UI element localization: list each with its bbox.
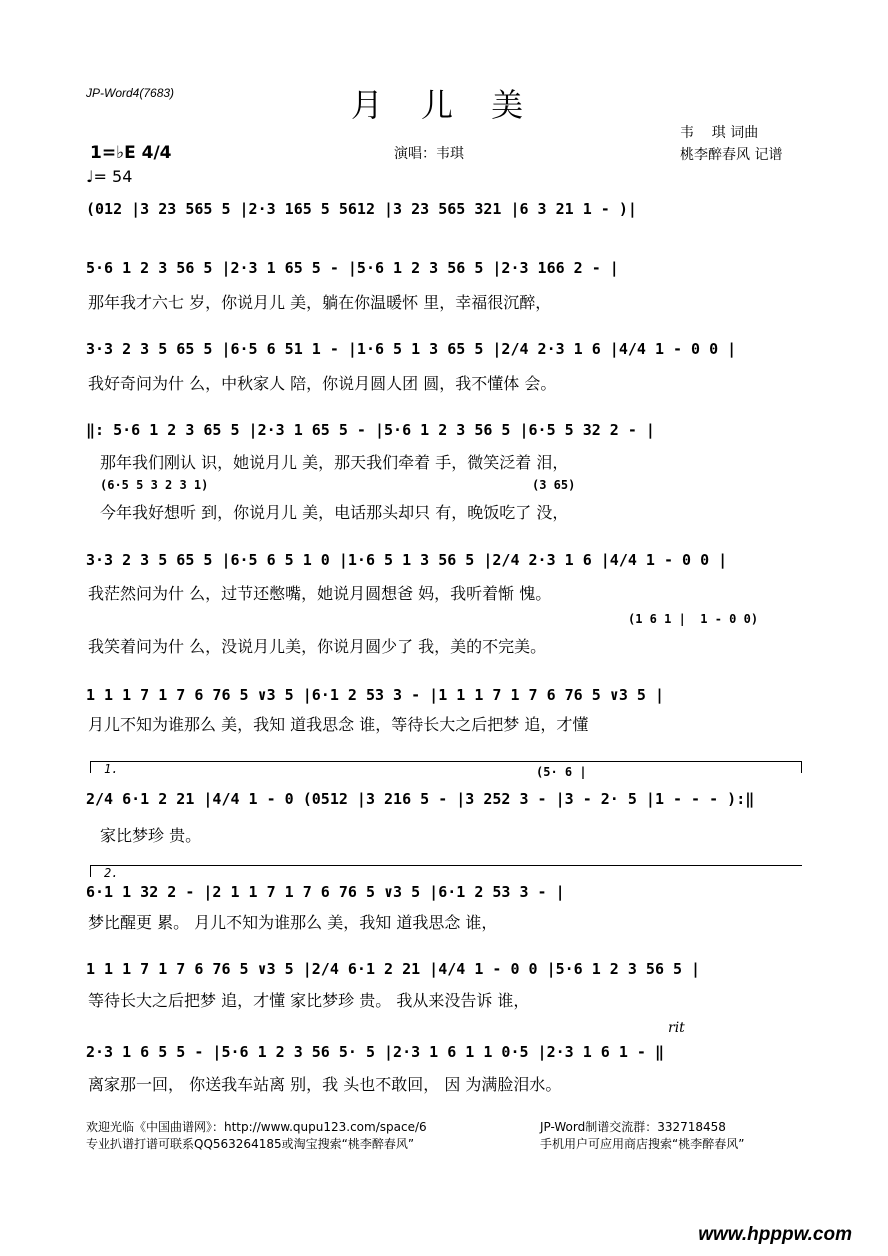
footer-mobile: 手机用户可应用商店搜索“桃李醉春风” [540, 1137, 745, 1151]
notation-row-4: ‖: 5·6 1 2 3 65 5 |2·3 1 65 5 - |5·6 1 2 3 56 5 |6·5 5 32 2 - | [86, 421, 655, 439]
footer-website: 欢迎光临《中国曲谱网》：http://www.qupu123.com/space/6 [86, 1120, 427, 1134]
footer-contact: 专业扒谱打谱可联系QQ563264185或淘宝搜索“桃李醉春风” [86, 1137, 415, 1151]
lyrics-row-4: 那年我们刚认 识，她说月儿 美，那天我们牵着 手，微笑泛着 泪， [100, 453, 569, 472]
alt-ending-notes: (1 6 1 | 1 - 0 0) [628, 612, 759, 626]
lyrics-row-5-verse-2: 我笑着问为什 么，没说月儿美，你说月圆少了 我，美的不完美。 [88, 637, 547, 656]
lyricist-composer: 韦 琪 词曲 [680, 125, 759, 141]
notation-row-1: (012 |3 23 565 5 |2·3 165 5 5612 |3 23 565 321 |6 3 21 1 - )| [86, 200, 637, 218]
key-signature: 1=♭E 4/4 [90, 143, 172, 163]
alt-notes-verse-2b: (3 65) [532, 478, 576, 492]
alt-notes-verse-2a: (6·5 5 3 2 3 1) [100, 478, 209, 492]
lyrics-row-4-verse-2: 今年我好想听 到，你说月儿 美，电话那头却只 有，晚饭吃了 没， [100, 503, 569, 522]
volta-1-label: 1. [104, 762, 119, 776]
notation-row-7: 2/4 6·1 2 21 |4/4 1 - 0 (0512 |3 216 5 - |3 252 3 - |3 - 2· 5 |1 - - - ):‖ [86, 790, 755, 808]
lyrics-row-7: 家比梦珍 贵。 [100, 826, 202, 845]
watermark-brand: www.hpppw.com [698, 1224, 852, 1245]
notation-row-5: 3·3 2 3 5 65 5 |6·5 6 5 1 0 |1·6 5 1 3 56 5 |2/4 2·3 1 6 |4/4 1 - 0 0 | [86, 551, 728, 569]
notation-row-2: 5·6 1 2 3 56 5 |2·3 1 65 5 - |5·6 1 2 3 56 5 |2·3 166 2 - | [86, 259, 619, 277]
tempo-marking: ♩= 54 [86, 167, 133, 186]
source-label: JP-Word4(7683) [86, 86, 175, 100]
notation-row-8: 6·1 1 32 2 - |2 1 1 7 1 7 6 76 5 ∨3 5 |6·1 2 53 3 - | [86, 883, 565, 901]
ritardando-mark: rit [668, 1020, 685, 1036]
lyrics-row-6: 月儿不知为谁那么 美，我知 道我思念 谁，等待长大之后把梦 追，才懂 [88, 715, 589, 734]
notation-row-10: 2·3 1 6 5 5 - |5·6 1 2 3 56 5· 5 |2·3 1 6 1 1 0·5 |2·3 1 6 1 - ‖ [86, 1043, 664, 1061]
pickup-notes: (5· 6 | [536, 765, 587, 779]
transcriber: 桃李醉春风 记谱 [680, 147, 783, 163]
lyrics-row-9: 等待长大之后把梦 追，才懂 家比梦珍 贵。 我从来没告诉 谁， [88, 991, 530, 1010]
lyrics-row-8: 梦比醒更 累。 月儿不知为谁那么 美，我知 道我思念 谁， [88, 913, 498, 932]
page-title: 月 儿 美 [350, 86, 538, 124]
volta-2-label: 2. [104, 866, 119, 880]
notation-row-6: 1 1 1 7 1 7 6 76 5 ∨3 5 |6·1 2 53 3 - |1 1 1 7 1 7 6 76 5 ∨3 5 | [86, 686, 664, 704]
footer-group: JP-Word制谱交流群：332718458 [540, 1120, 726, 1134]
notation-row-3: 3·3 2 3 5 65 5 |6·5 6 51 1 - |1·6 5 1 3 65 5 |2/4 2·3 1 6 |4/4 1 - 0 0 | [86, 340, 737, 358]
lyrics-row-10: 离家那一回， 你送我车站离 别，我 头也不敢回， 因 为满脸泪水。 [88, 1075, 562, 1094]
lyrics-row-3: 我好奇问为什 么，中秋家人 陪，你说月圆人团 圆，我不懂体 会。 [88, 374, 557, 393]
lyrics-row-5: 我茫然问为什 么，过节还憋嘴，她说月圆想爸 妈，我听着惭 愧。 [88, 584, 552, 603]
lyrics-row-2: 那年我才六七 岁，你说月儿 美，躺在你温暖怀 里，幸福很沉醉， [88, 293, 552, 312]
notation-row-9: 1 1 1 7 1 7 6 76 5 ∨3 5 |2/4 6·1 2 21 |4/4 1 - 0 0 |5·6 1 2 3 56 5 | [86, 960, 701, 978]
singer: 演唱：韦琪 [394, 146, 464, 162]
